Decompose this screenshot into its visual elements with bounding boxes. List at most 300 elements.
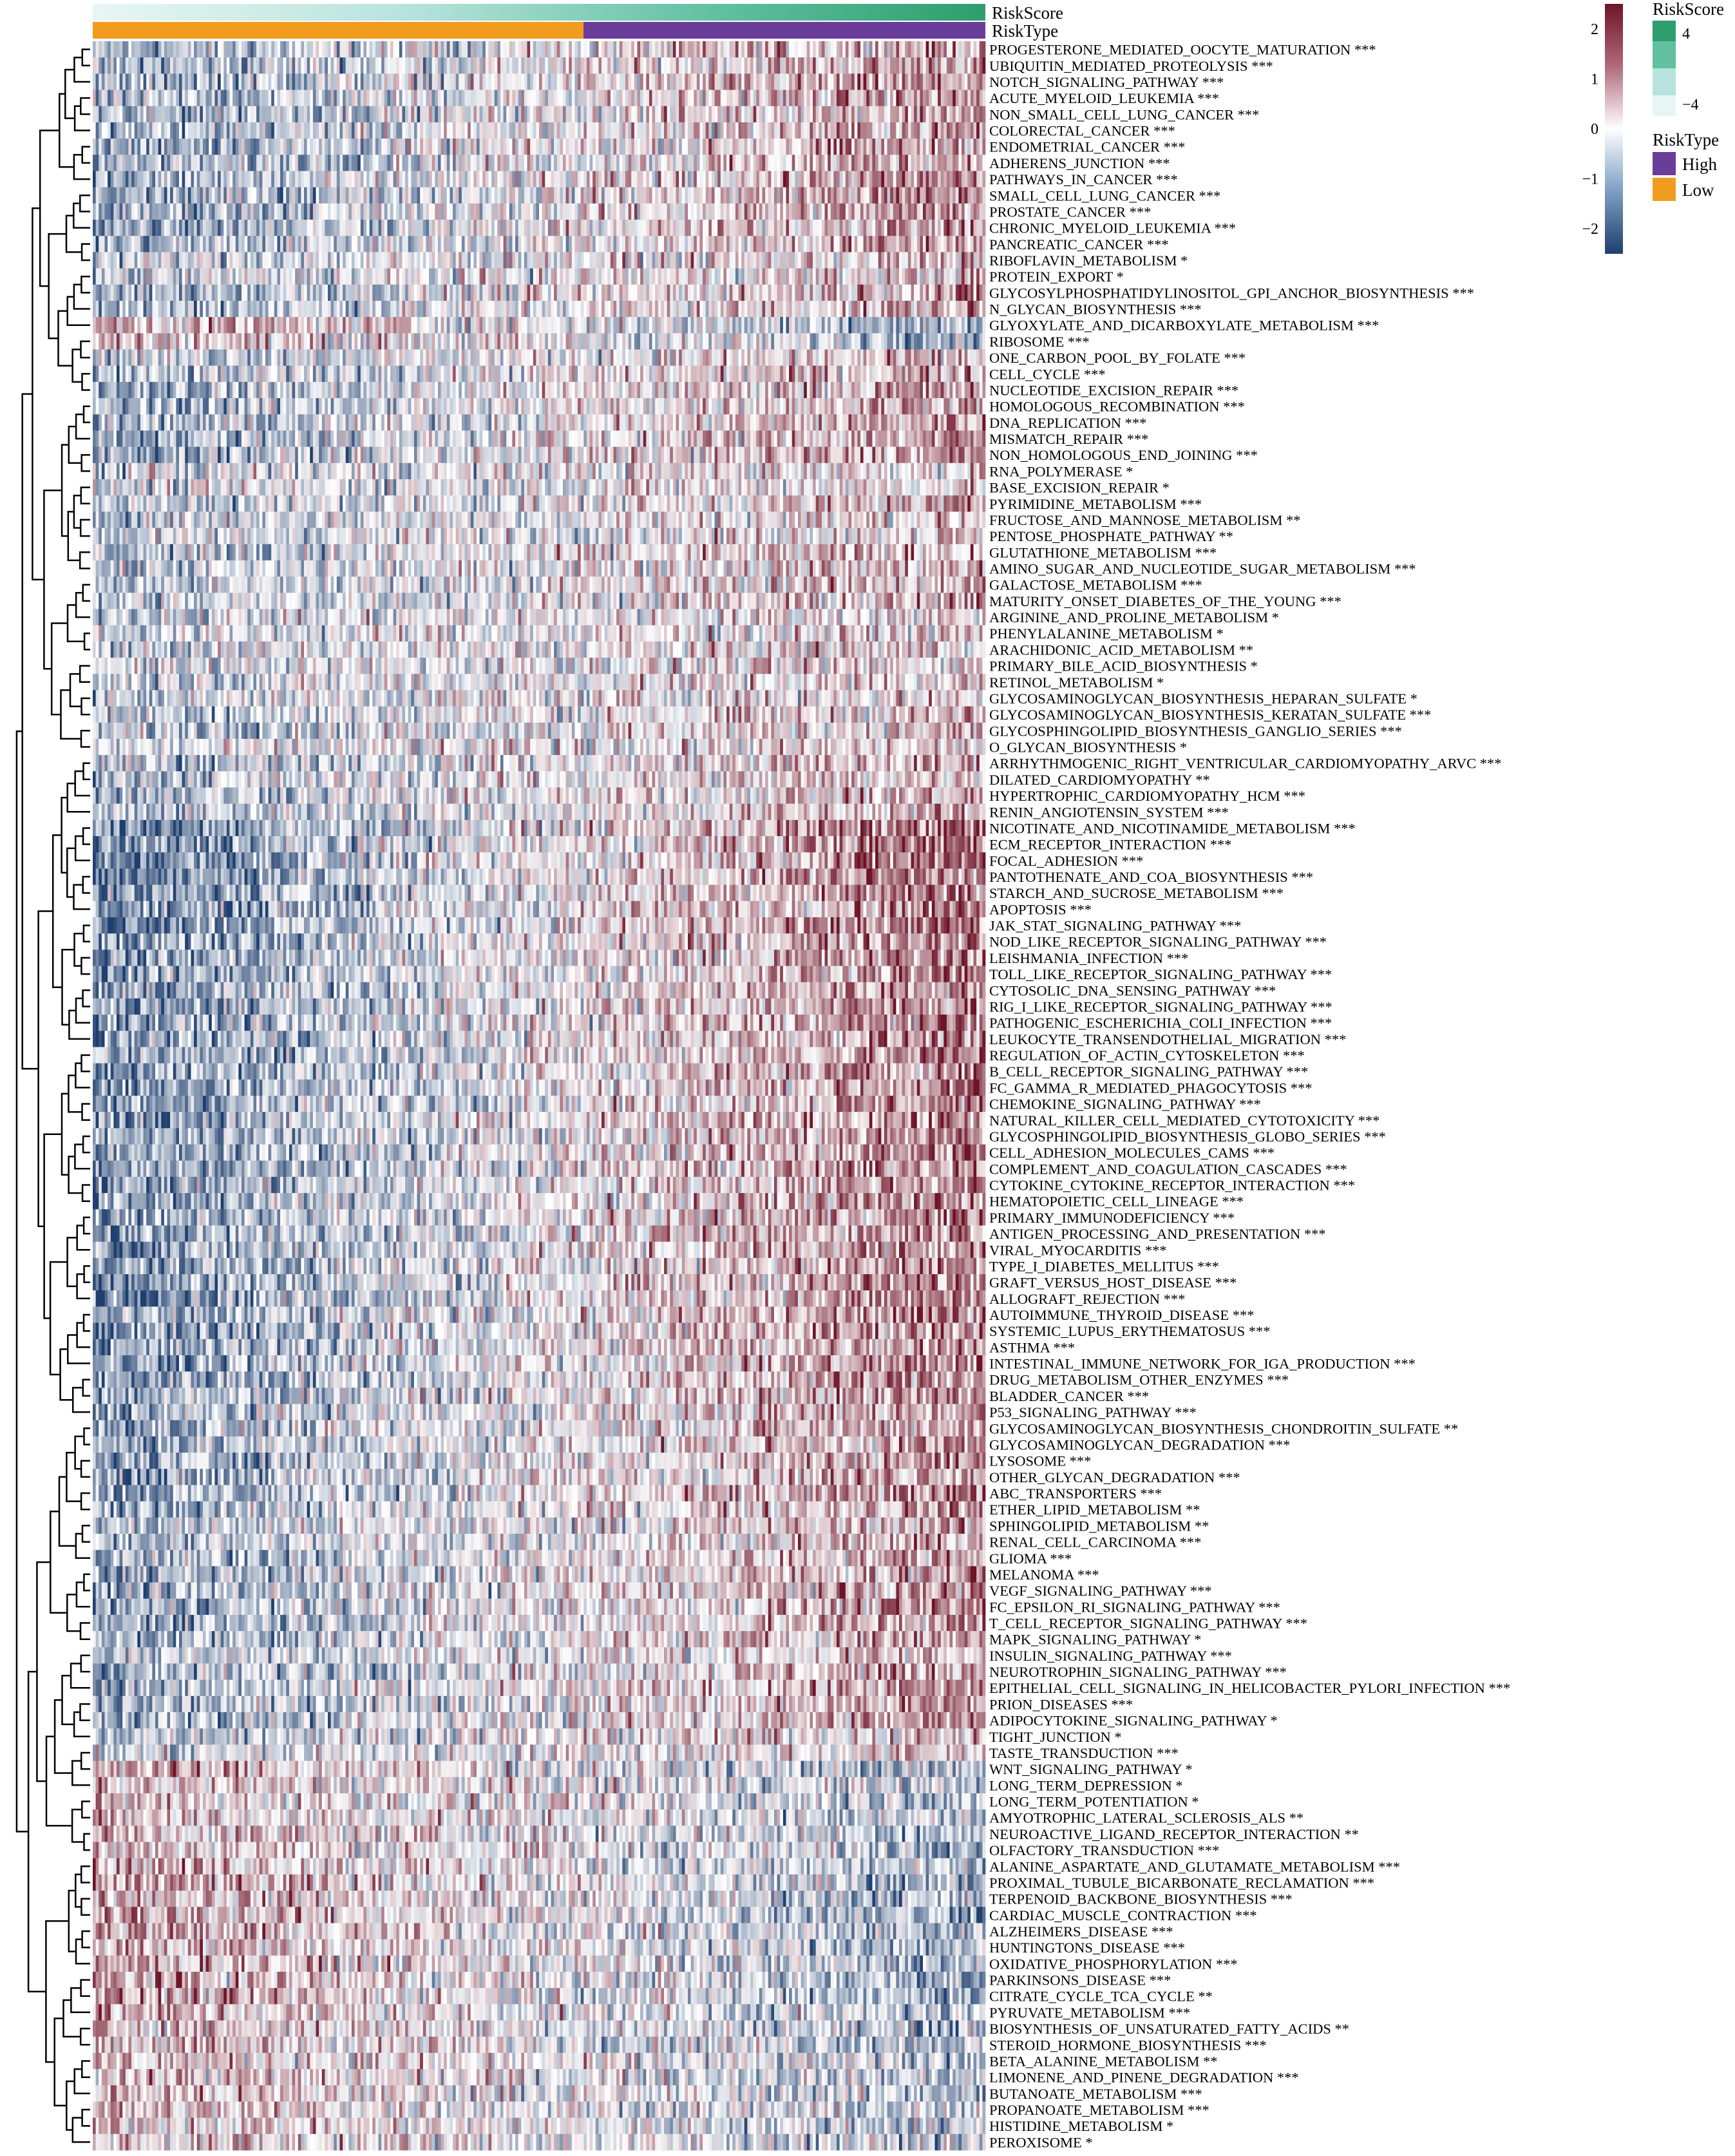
heatmap-cell [435,73,438,90]
heatmap-cell [137,106,140,123]
heatmap-cell [735,41,739,58]
heatmap-cell [286,122,289,139]
heatmap-cell [512,138,515,155]
heatmap-cell [938,41,941,58]
heatmap-cell [191,106,194,123]
heatmap-cell [200,73,203,90]
heatmap-cell [438,122,441,139]
heatmap-cell [280,122,283,139]
heatmap-cell [598,90,602,107]
heatmap-cell [462,138,465,155]
heatmap-cell [950,122,953,139]
heatmap-cell [289,41,292,58]
heatmap-cell [673,106,676,123]
heatmap-cell [887,73,891,90]
heatmap-cell [875,138,878,155]
heatmap-cell [390,122,393,139]
heatmap-cell [923,57,926,74]
heatmap-cell [869,41,873,58]
heatmap-cell [640,122,643,139]
heatmap-cell [533,73,536,90]
heatmap-cell [495,106,498,123]
heatmap-cell [456,122,459,139]
heatmap-cell [958,57,962,74]
heatmap-cell [251,122,254,139]
heatmap-cell [941,106,944,123]
heatmap-cell [560,57,563,74]
heatmap-cell [881,57,884,74]
heatmap-cell [768,41,772,58]
heatmap-cell [236,122,239,139]
heatmap-cell [774,90,777,107]
heatmap-cell [310,138,313,155]
heatmap-cell [587,90,590,107]
heatmap-cell [104,90,108,107]
heatmap-cell [375,122,379,139]
heatmap-cell [164,41,167,58]
heatmap-cell [126,106,129,123]
heatmap-cell [583,41,587,58]
heatmap-cell [857,138,860,155]
heatmap-cell [804,73,807,90]
heatmap-cell [393,41,397,58]
heatmap-cell [566,138,569,155]
heatmap-cell [509,138,513,155]
heatmap-cell [929,122,932,139]
heatmap-cell [357,57,361,74]
heatmap-cell [708,73,712,90]
heatmap-cell [622,138,625,155]
heatmap-cell [173,138,176,155]
heatmap-cell [423,122,426,139]
heatmap-cell [221,41,224,58]
heatmap-cell [230,138,233,155]
heatmap-cell [108,90,111,107]
heatmap-cell [197,41,200,58]
heatmap-cell [875,122,878,139]
heatmap-cell [298,138,301,155]
heatmap-cell [548,138,551,155]
heatmap-cell [194,73,197,90]
heatmap-cell [732,106,735,123]
heatmap-cell [780,90,783,107]
heatmap-cell [828,73,831,90]
heatmap-cell [956,106,959,123]
heatmap-cell [155,138,158,155]
heatmap-cell [539,57,542,74]
heatmap-cell [908,106,911,123]
heatmap-cell [260,106,263,123]
heatmap-cell [643,122,647,139]
heatmap-cell [872,57,875,74]
heatmap-cell [548,73,551,90]
heatmap-cell [688,90,691,107]
heatmap-cell [256,90,260,107]
heatmap-cell [661,122,664,139]
heatmap-cell [920,122,923,139]
heatmap-cell [590,57,593,74]
heatmap-cell [908,41,911,58]
heatmap-cell [221,138,224,155]
heatmap-cell [593,73,596,90]
heatmap-cell [414,90,417,107]
heatmap-cell [625,138,629,155]
heatmap-cell [396,106,399,123]
heatmap-cell [322,138,325,155]
heatmap-cell [269,138,272,155]
heatmap-cell [703,106,706,123]
heatmap-cell [661,138,664,155]
heatmap-cell [274,106,278,123]
heatmap-cell [679,122,682,139]
heatmap-cell [319,73,322,90]
heatmap-cell [238,41,242,58]
heatmap-cell [611,90,614,107]
heatmap-cell [200,41,203,58]
heatmap-cell [962,73,965,90]
heatmap-cell [473,57,477,74]
heatmap-cell [269,122,272,139]
heatmap-cell [236,41,239,58]
heatmap-cell [230,57,233,74]
heatmap-cell [929,73,932,90]
heatmap-cell [723,106,726,123]
heatmap-cell [634,106,638,123]
heatmap-cell [786,106,789,123]
heatmap-cell [179,106,182,123]
heatmap-cell [122,73,126,90]
heatmap-cell [566,122,569,139]
heatmap-cell [271,41,274,58]
heatmap-cell [890,73,893,90]
heatmap-cell [298,106,301,123]
heatmap-cell [497,138,500,155]
heatmap-cell [943,57,947,74]
heatmap-cell [566,90,569,107]
heatmap-cell [462,122,465,139]
heatmap-cell [574,138,578,155]
heatmap-cell [185,90,188,107]
heatmap-cell [203,57,206,74]
heatmap-cell [307,122,310,139]
heatmap-cell [670,41,673,58]
heatmap-cell [708,90,712,107]
heatmap-cell [366,138,370,155]
heatmap-cell [828,106,831,123]
heatmap-cell [637,73,640,90]
heatmap-cell [361,106,364,123]
heatmap-cell [506,122,509,139]
heatmap-cell [878,41,882,58]
heatmap-cell [149,122,153,139]
heatmap-cell [572,57,575,74]
heatmap-cell [837,73,840,90]
heatmap-cell [717,122,721,139]
heatmap-cell [920,73,923,90]
heatmap-cell [185,41,188,58]
heatmap-cell [218,41,221,58]
heatmap-cell [670,106,673,123]
heatmap-cell [976,90,980,107]
heatmap-cell [956,90,959,107]
heatmap-cell [875,57,878,74]
heatmap-cell [108,57,111,74]
heatmap-cell [574,41,578,58]
heatmap-cell [798,57,801,74]
heatmap-cell [581,73,584,90]
heatmap-cell [206,41,209,58]
heatmap-cell [938,106,941,123]
heatmap-cell [699,73,703,90]
heatmap-cell [381,57,384,74]
heatmap-cell [328,90,331,107]
heatmap-cell [465,122,468,139]
heatmap-cell [99,41,102,58]
heatmap-cell [730,57,733,74]
heatmap-cell [396,73,399,90]
heatmap-cell [640,41,643,58]
heatmap-cell [574,73,578,90]
heatmap-cell [414,122,417,139]
heatmap-cell [652,138,656,155]
heatmap-cell [375,57,379,74]
heatmap-cell [512,106,515,123]
heatmap-cell [712,90,715,107]
heatmap-cell [328,138,331,155]
heatmap-cell [447,106,450,123]
heatmap-cell [173,57,176,74]
heatmap-cell [723,122,726,139]
heatmap-cell [417,122,421,139]
heatmap-cell [634,57,638,74]
heatmap-cell [557,138,560,155]
heatmap-cell [631,90,634,107]
heatmap-cell [890,41,893,58]
heatmap-cell [792,57,795,74]
heatmap-cell [334,122,337,139]
heatmap-cell [506,41,509,58]
heatmap-cell [631,122,634,139]
heatmap-cell [828,57,831,74]
heatmap-cell [667,90,670,107]
heatmap-cell [322,90,325,107]
heatmap-cell [527,106,531,123]
heatmap-cell [634,90,638,107]
heatmap-cell [182,138,185,155]
heatmap-cell [831,57,834,74]
heatmap-cell [260,57,263,74]
heatmap-cell [346,57,349,74]
heatmap-cell [482,90,486,107]
heatmap-cell [884,73,887,90]
heatmap-cell [182,90,185,107]
heatmap-cell [551,106,554,123]
heatmap-cell [590,106,593,123]
heatmap-cell [739,57,742,74]
heatmap-cell [712,73,715,90]
heatmap-cell [965,106,968,123]
heatmap-cell [128,138,131,155]
heatmap-cell [135,122,138,139]
heatmap-cell [140,73,144,90]
heatmap-cell [203,90,206,107]
heatmap-cell [596,57,599,74]
heatmap-cell [292,122,296,139]
heatmap-cell [688,57,691,74]
heatmap-cell [426,41,429,58]
heatmap-cell [176,122,179,139]
heatmap-cell [271,122,274,139]
heatmap-cell [393,138,397,155]
heatmap-cell [465,138,468,155]
heatmap-cell [774,106,777,123]
heatmap-cell [958,73,962,90]
heatmap-cell [917,122,920,139]
heatmap-cell [536,73,539,90]
heatmap-cell [459,90,462,107]
heatmap-cell [929,57,932,74]
heatmap-cell [943,90,947,107]
heatmap-cell [379,138,382,155]
heatmap-cell [905,90,908,107]
heatmap-cell [375,73,379,90]
heatmap-cell [179,90,182,107]
heatmap-cell [741,57,744,74]
heatmap-cell [768,57,772,74]
heatmap-cell [518,90,522,107]
heatmap-cell [721,106,724,123]
heatmap-cell [717,57,721,74]
heatmap-cell [754,122,757,139]
heatmap-cell [444,90,447,107]
heatmap-cell [486,122,489,139]
heatmap-cell [640,73,643,90]
heatmap-cell [735,57,739,74]
heatmap-cell [491,122,495,139]
heatmap-cell [837,122,840,139]
heatmap-cell [280,138,283,155]
heatmap-cell [149,106,153,123]
heatmap-cell [771,90,774,107]
heatmap-cell [316,90,319,107]
heatmap-cell [629,138,632,155]
heatmap-cell [557,57,560,74]
heatmap-cell [372,90,375,107]
heatmap-cell [456,57,459,74]
heatmap-cell [905,41,908,58]
heatmap-cell [253,122,256,139]
heatmap-cell [126,57,129,74]
heatmap-cell [441,41,444,58]
heatmap-cell [366,73,370,90]
heatmap-cell [185,57,188,74]
heatmap-cell [816,73,819,90]
heatmap-cell [209,73,212,90]
heatmap-cell [277,106,280,123]
heatmap-cell [578,41,581,58]
heatmap-cell [167,41,171,58]
heatmap-cell [402,57,405,74]
heatmap-cell [173,122,176,139]
heatmap-cell [379,41,382,58]
heatmap-cell [703,122,706,139]
heatmap-cell [512,57,515,74]
heatmap-cell [414,41,417,58]
heatmap-cell [866,73,869,90]
heatmap-cell [245,57,248,74]
heatmap-cell [655,138,658,155]
heatmap-cell [622,73,625,90]
heatmap-cell [322,73,325,90]
heatmap-cell [137,41,140,58]
heatmap-cell [137,57,140,74]
heatmap-cell [348,73,352,90]
heatmap-cell [902,106,905,123]
heatmap-cell [557,90,560,107]
heatmap-cell [715,57,718,74]
heatmap-cell [355,73,358,90]
heatmap-cell [405,57,408,74]
heatmap-cell [572,138,575,155]
heatmap-cell [917,57,920,74]
heatmap-cell [574,122,578,139]
heatmap-cell [194,57,197,74]
heatmap-cell [810,73,813,90]
heatmap-cell [170,57,173,74]
heatmap-cell [801,41,804,58]
heatmap-cell [911,90,915,107]
heatmap-cell [438,138,441,155]
heatmap-cell [337,41,340,58]
heatmap-cell [926,106,929,123]
heatmap-cell [444,57,447,74]
heatmap-cell [453,73,456,90]
heatmap-cell [708,122,712,139]
heatmap-cell [197,90,200,107]
heatmap-cell [441,106,444,123]
heatmap-cell [640,106,643,123]
heatmap-cell [135,90,138,107]
heatmap-cell [319,90,322,107]
heatmap-cell [155,122,158,139]
heatmap-cell [837,106,840,123]
heatmap-cell [706,122,709,139]
heatmap-cell [399,106,403,123]
heatmap-cell [444,122,447,139]
heatmap-cell [923,106,926,123]
heatmap-cell [120,106,123,123]
heatmap-cell [96,57,99,74]
heatmap-cell [694,122,697,139]
heatmap-cell [167,122,171,139]
heatmap-cell [640,138,643,155]
heatmap-cell [135,41,138,58]
heatmap-cell [819,90,822,107]
heatmap-cell [593,41,596,58]
heatmap-cell [920,90,923,107]
heatmap-cell [432,90,435,107]
heatmap-cell [277,122,280,139]
heatmap-cell [384,57,388,74]
heatmap-cell [361,73,364,90]
heatmap-cell [804,138,807,155]
heatmap-cell [539,106,542,123]
heatmap-cell [938,73,941,90]
heatmap-cell [956,73,959,90]
heatmap-cell [726,106,730,123]
heatmap-cell [622,90,625,107]
heatmap-cell [548,106,551,123]
